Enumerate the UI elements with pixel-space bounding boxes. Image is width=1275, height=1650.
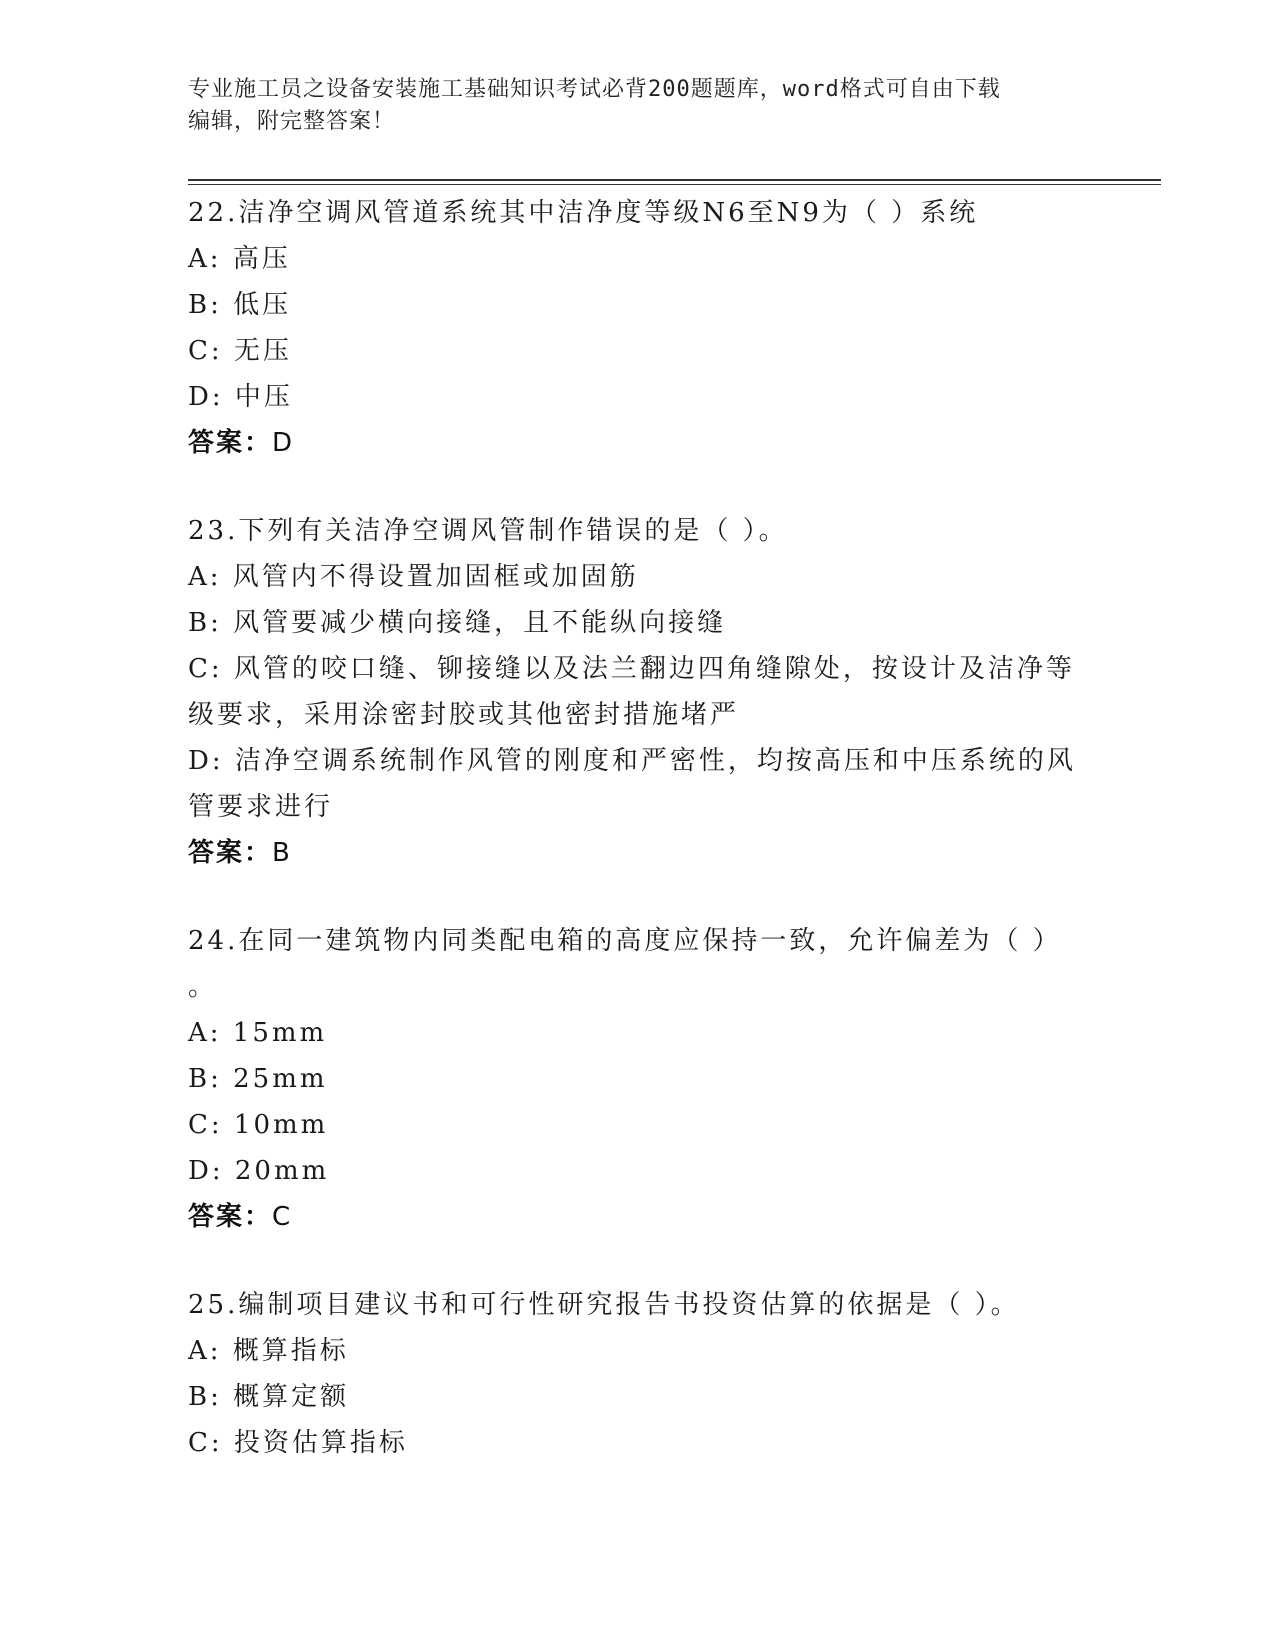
option-b: B: 概算定额 xyxy=(188,1382,350,1412)
option-a: A: 概算指标 xyxy=(188,1336,349,1366)
question-list xyxy=(188,190,1088,1508)
answer-value: B xyxy=(272,838,292,868)
question-stem: 24.在同一建筑物内同类配电箱的高度应保持一致，允许偏差为（ ） xyxy=(188,926,1062,956)
option-d-continued: 管要求进行 xyxy=(188,792,334,822)
answer-label: 答案： xyxy=(188,428,273,458)
answer-line xyxy=(188,1194,1088,1240)
question-stem: 23.下列有关洁净空调风管制作错误的是（ ）。 xyxy=(188,516,788,546)
question-stem: 22.洁净空调风管道系统其中洁净度等级N6至N9为（ ）系统 xyxy=(188,198,979,228)
question-stem: 25.编制项目建议书和可行性研究报告书投资估算的依据是（ ）。 xyxy=(188,1290,1020,1320)
option-c: C: 风管的咬口缝、铆接缝以及法兰翻边四角缝隙处，按设计及洁净等 xyxy=(188,654,1075,684)
answer-line xyxy=(188,420,1088,466)
option-c-continued: 级要求，采用涂密封胶或其他密封措施堵严 xyxy=(188,700,740,730)
question-25 xyxy=(188,1282,1088,1466)
option-a: A: 15mm xyxy=(188,1018,328,1048)
option-a: A: 高压 xyxy=(188,244,291,274)
option-c: C: 10mm xyxy=(188,1110,329,1140)
option-d: D: 20mm xyxy=(188,1156,330,1186)
option-c: C: 无压 xyxy=(188,336,292,366)
answer-label: 答案： xyxy=(188,1202,273,1232)
question-24 xyxy=(188,918,1088,1240)
header-divider-thick xyxy=(188,179,1161,181)
option-b: B: 风管要减少横向接缝，且不能纵向接缝 xyxy=(188,608,727,638)
option-d: D: 中压 xyxy=(188,382,293,412)
option-b: B: 25mm xyxy=(188,1064,328,1094)
option-d: D: 洁净空调系统制作风管的刚度和严密性，均按高压和中压系统的风 xyxy=(188,746,1076,776)
question-22 xyxy=(188,190,1088,466)
answer-value: D xyxy=(272,428,295,458)
question-stem-continued: 。 xyxy=(188,972,218,1002)
document-header xyxy=(188,74,1068,138)
option-b: B: 低压 xyxy=(188,290,292,320)
header-divider-thin xyxy=(188,184,1161,185)
answer-value: C xyxy=(272,1202,293,1232)
option-a: A: 风管内不得设置加固框或加固筋 xyxy=(188,562,639,592)
answer-label: 答案： xyxy=(188,838,273,868)
header-line-1: 专业施工员之设备安装施工基础知识考试必背200题题库，word格式可自由下载 xyxy=(188,77,1001,102)
option-c: C: 投资估算指标 xyxy=(188,1428,408,1458)
answer-line xyxy=(188,830,1088,876)
header-line-2: 编辑，附完整答案！ xyxy=(188,109,396,134)
question-23 xyxy=(188,508,1088,876)
